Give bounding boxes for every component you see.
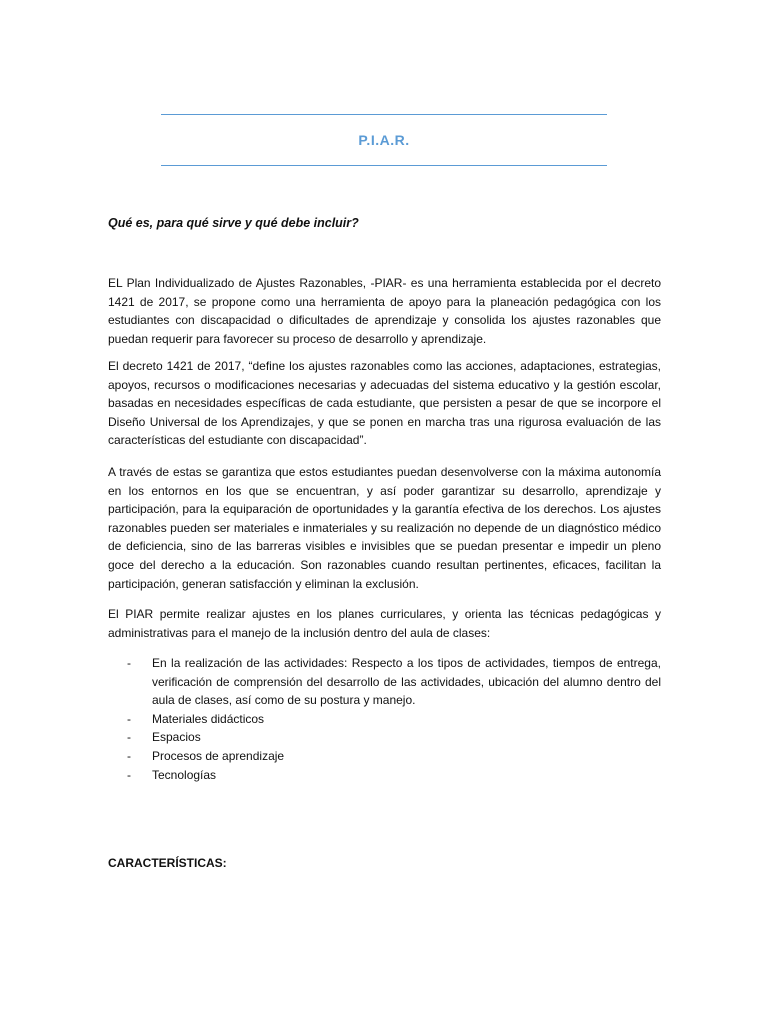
paragraph: El decreto 1421 de 2017, “define los ajustes razonables como las acciones, adaptaciones, estrategias, apoyos, recursos o modificaciones necesarias y adecuadas del sistema educativo y la gestión escolar, basadas en necesidades específicas de cada estudiante, que persisten a pesar de que se incorpore el Diseño Universal de los Aprendizajes, y que se ponen en marcha tras una rigurosa evaluación de las características del estudiante con discapacidad”. xyxy=(108,359,661,448)
list-item xyxy=(108,710,661,729)
list-marker: - xyxy=(127,711,131,726)
paragraph: El PIAR permite realizar ajustes en los planes curriculares, y orienta las técnicas pedagógicas y administrativas para el manejo de la inclusión dentro del aula de clases: xyxy=(108,607,661,640)
list-item-text: En la realización de las actividades: Respecto a los tipos de actividades, tiempos de entrega, verificación de comprensión del desarrollo de las actividades, ubicación del alumno dentro del aula de clases, así como de su postura y manejo. xyxy=(152,656,661,708)
subtitle: Qué es, para qué sirve y qué debe incluir? xyxy=(108,216,359,230)
document-title: P.I.A.R. xyxy=(358,132,410,148)
list-item xyxy=(108,728,661,747)
list-item-text: Procesos de aprendizaje xyxy=(152,748,285,763)
section-heading: CARACTERÍSTICAS: xyxy=(108,856,227,870)
list-item-text: Materiales didácticos xyxy=(152,711,265,726)
list-marker: - xyxy=(127,656,131,670)
list-item-text: Espacios xyxy=(152,730,201,745)
paragraph: A través de estas se garantiza que estos estudiantes puedan desenvolverse con la máxima autonomía en los entornos en los que se encuentran, y así poder garantizar su desarrollo, aprendizaje y participación, para la equiparación de oportunidades y la garantía efectiva de los derechos. Los ajustes razonables pueden ser materiales e inmateriales y su realización no depende de un diagnóstico médico de deficiencia, sino de las barreras visibles e invisibles que se puedan presentar e impedir un pleno goce del derecho a la educación. Son razonables cuando resultan pertinentes, eficaces, facilitan la participación, generan satisfacción y eliminan la exclusión. xyxy=(108,465,661,591)
list-marker: - xyxy=(127,767,131,782)
list-marker: - xyxy=(127,730,131,745)
list-item xyxy=(108,766,661,785)
list-marker: - xyxy=(127,748,131,763)
list-item xyxy=(108,654,661,710)
paragraph: EL Plan Individualizado de Ajustes Razonables, -PIAR- es una herramienta establecida por el decreto 1421 de 2017, se propone como una herramienta de apoyo para la planeación pedagógica con los estudiantes con discapacidad o dificultades de aprendizaje y consolida los ajustes razonables que puedan requerir para favorecer su proceso de desarrollo y aprendizaje. xyxy=(108,276,661,346)
adjustments-list xyxy=(108,654,661,784)
title-block xyxy=(161,114,607,166)
list-item-text: Tecnologías xyxy=(152,767,217,782)
list-item xyxy=(108,747,661,766)
